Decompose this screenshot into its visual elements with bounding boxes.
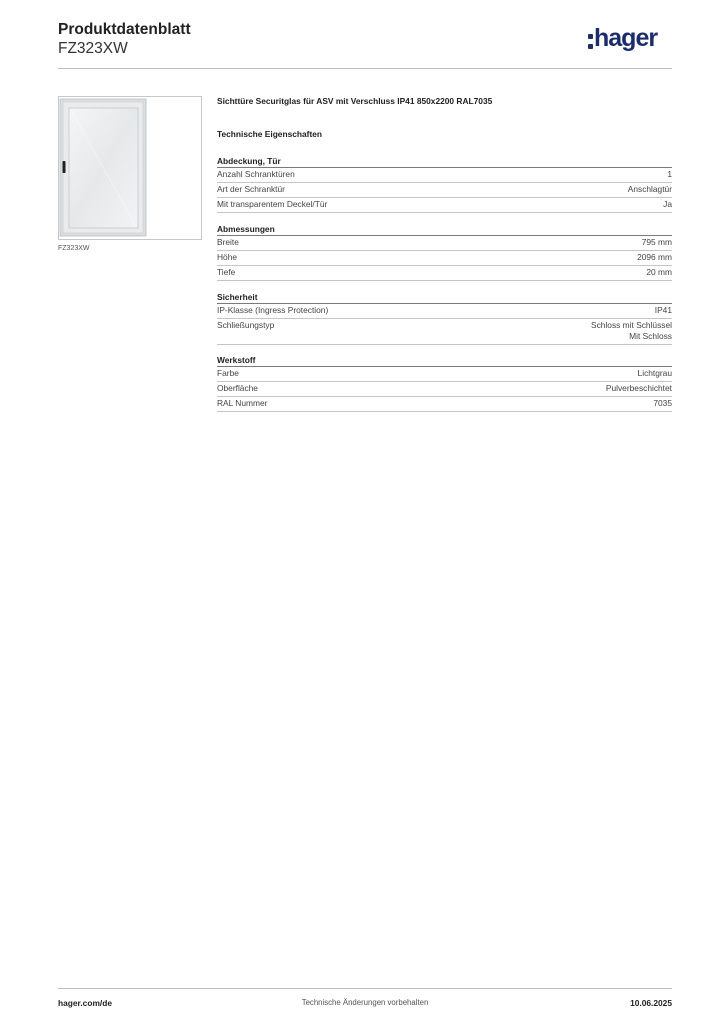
section-abmessungen: [217, 223, 672, 281]
footer-date: 10.06.2025: [630, 998, 672, 1008]
table-row: [217, 168, 672, 183]
row-value: Anschlagtür: [627, 184, 672, 194]
row-label: Oberfläche: [217, 383, 258, 393]
table-row: [217, 367, 672, 382]
page-footer: [58, 988, 672, 1012]
product-image: [58, 96, 202, 240]
section-title: Werkstoff: [217, 354, 672, 367]
row-value: 795 mm: [641, 237, 672, 247]
row-label: Breite: [217, 237, 239, 247]
table-row: [217, 198, 672, 213]
row-label: Höhe: [217, 252, 238, 262]
image-caption: FZ323XW: [58, 245, 90, 252]
row-value: IP41: [654, 305, 672, 315]
row-label: Anzahl Schranktüren: [217, 169, 295, 179]
logo-colon-icon: [588, 32, 593, 48]
tech-properties-title: Technische Eigenschaften: [217, 129, 323, 139]
row-value: 1: [667, 169, 672, 179]
logo-text: hager: [594, 24, 658, 52]
section-title: Abdeckung, Tür: [217, 155, 672, 168]
footer-disclaimer: Technische Änderungen vorbehalten: [301, 998, 429, 1007]
footer-website-link[interactable]: hager.com/de: [58, 998, 112, 1008]
section-abdeckung: [217, 155, 672, 213]
table-row: [217, 251, 672, 266]
product-code: FZ323XW: [58, 40, 128, 57]
row-label: Tiefe: [217, 267, 236, 277]
row-value: Pulverbeschichtet: [605, 383, 672, 393]
table-row: [217, 266, 672, 281]
hager-logo: [588, 24, 670, 53]
row-label: RAL Nummer: [217, 398, 268, 408]
row-value: 7035: [653, 398, 672, 408]
product-description: Sichttüre Securitglas für ASV mit Verschluss IP41 850x2200 RAL7035: [217, 96, 493, 106]
table-row: [217, 397, 672, 412]
row-label: Mit transparentem Deckel/Tür: [217, 199, 328, 209]
page-header: [58, 21, 672, 69]
section-sicherheit: [217, 291, 672, 345]
table-row: [217, 183, 672, 198]
row-value: Lichtgrau: [637, 368, 672, 378]
table-row: [217, 382, 672, 397]
table-row: [217, 319, 672, 345]
row-label: IP-Klasse (Ingress Protection): [217, 305, 329, 315]
section-werkstoff: [217, 354, 672, 412]
table-row: [217, 236, 672, 251]
section-title: Sicherheit: [217, 291, 672, 304]
row-label: Schließungstyp: [217, 320, 275, 330]
row-label: Art der Schranktür: [217, 184, 285, 194]
row-value: Schloss mit Schlüssel Mit Schloss: [591, 320, 672, 341]
row-value: 2096 mm: [637, 252, 672, 262]
row-label: Farbe: [217, 368, 239, 378]
row-value: 20 mm: [646, 267, 672, 277]
cabinet-door-icon: [59, 97, 201, 239]
section-title: Abmessungen: [217, 223, 672, 236]
document-title: Produktdatenblatt: [58, 21, 191, 38]
row-value: Ja: [663, 199, 672, 209]
table-row: [217, 304, 672, 319]
